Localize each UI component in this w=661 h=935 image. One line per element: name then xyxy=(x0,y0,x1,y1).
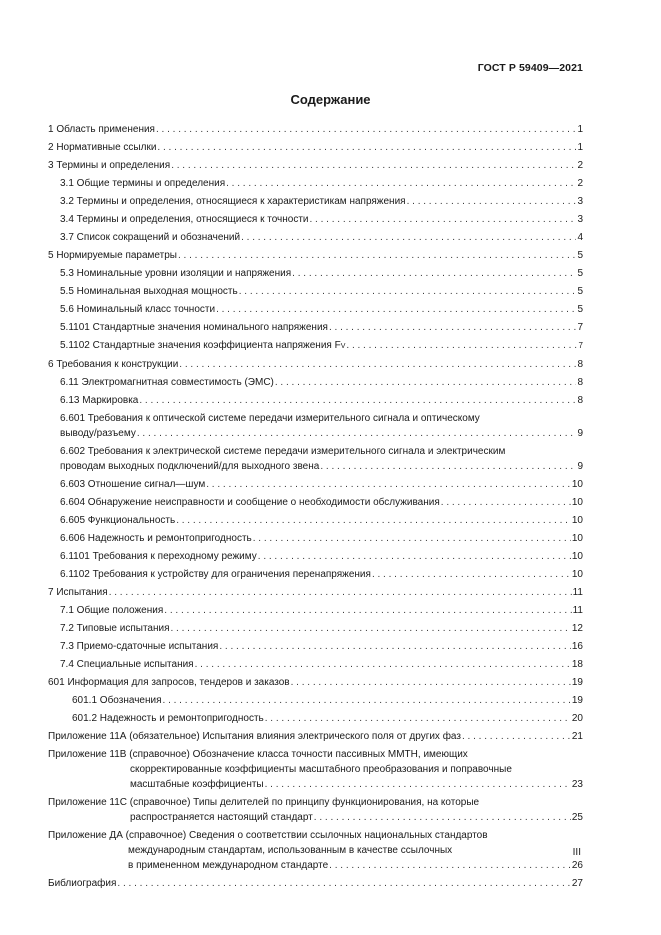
toc-page-number: 11 xyxy=(572,587,583,598)
toc-entry-text: 6.13 Маркировка xyxy=(60,395,139,406)
toc-page-number: 10 xyxy=(571,533,583,544)
toc-entry[interactable] xyxy=(48,621,583,636)
toc-entry-text: 5 Нормируемые параметры xyxy=(48,250,177,261)
toc-entry-text: 3.2 Термины и определения, относящиеся к характеристикам напряжения xyxy=(60,196,406,207)
toc-entry[interactable] xyxy=(48,876,583,891)
toc-dot-leader xyxy=(314,810,571,825)
toc-page-number: 1 xyxy=(577,142,583,153)
toc-entry-text: 5.6 Номинальный класс точности xyxy=(60,304,216,315)
toc-dot-leader xyxy=(178,248,576,263)
toc-dot-leader xyxy=(320,459,576,474)
toc-entry-text: 7.4 Специальные испытания xyxy=(60,659,194,670)
toc-dot-leader xyxy=(441,495,571,510)
toc-entry[interactable] xyxy=(48,585,583,600)
toc-entry-text: 1 Область применения xyxy=(48,124,155,135)
toc-entry-text: 5.5 Номинальная выходная мощность xyxy=(60,286,238,297)
toc-entry-text: Приложение ДА (справочное) Сведения о соответствии ссылочных национальных стандартов xyxy=(48,830,488,841)
toc-entry-text: 5.3 Номинальные уровни изоляции и напряжения xyxy=(60,268,292,279)
page-title: Содержание xyxy=(290,92,371,107)
toc-dot-leader xyxy=(292,266,576,281)
toc-entry[interactable] xyxy=(48,513,583,528)
toc-page-number: 9 xyxy=(577,428,583,439)
toc-page-number: 7 xyxy=(578,341,583,350)
toc-dot-leader xyxy=(109,585,572,600)
toc-entry[interactable] xyxy=(48,158,583,173)
toc-entry[interactable] xyxy=(48,266,583,281)
toc-dot-leader xyxy=(346,338,577,353)
toc-dot-leader xyxy=(329,320,576,335)
toc-entry-subscript: V xyxy=(340,343,346,350)
toc-entry-text: Приложение 11С (справочное) Типы делителей по принципу функционирования, на которые xyxy=(48,797,480,808)
toc-page-number: 16 xyxy=(571,641,583,652)
toc-page-number: 9 xyxy=(577,461,583,472)
table-of-contents xyxy=(48,122,583,894)
toc-entry-text: 6.605 Функциональность xyxy=(60,515,176,526)
toc-entry-text: распространяется настоящий стандарт xyxy=(130,812,313,823)
toc-dot-leader xyxy=(253,531,571,546)
toc-page-number: 10 xyxy=(571,515,583,526)
toc-page-number: 19 xyxy=(571,695,583,706)
toc-dot-leader xyxy=(195,657,571,672)
toc-entry-text: 2 Нормативные ссылки xyxy=(48,142,157,153)
toc-entry-text: 6.601 Требования к оптической системе передачи измерительного сигнала и оптическому xyxy=(60,413,480,424)
toc-entry-text: 3.7 Список сокращений и обозначений xyxy=(60,232,241,243)
toc-entry-text: 5.1101 Стандартные значения номинального напряжения xyxy=(60,322,328,333)
toc-dot-leader xyxy=(117,876,570,891)
toc-entry[interactable] xyxy=(48,549,583,564)
toc-dot-leader xyxy=(219,639,571,654)
toc-dot-leader xyxy=(139,393,576,408)
toc-entry-text: 6.606 Надежность и ремонтопригодность xyxy=(60,533,252,544)
toc-entry[interactable] xyxy=(48,212,583,227)
toc-dot-leader xyxy=(407,194,577,209)
toc-entry[interactable] xyxy=(48,495,583,510)
toc-entry[interactable] xyxy=(48,357,583,372)
toc-entry-text: 6.604 Обнаружение неисправности и сообщение о необходимости обслуживания xyxy=(60,497,440,508)
toc-entry[interactable] xyxy=(48,603,583,618)
toc-dot-leader xyxy=(310,212,577,227)
toc-entry[interactable] xyxy=(48,747,583,792)
toc-entry[interactable] xyxy=(48,444,583,474)
toc-dot-leader xyxy=(171,158,576,173)
toc-dot-leader xyxy=(164,603,571,618)
toc-entry[interactable] xyxy=(48,375,583,390)
toc-page-number: 10 xyxy=(571,497,583,508)
toc-page-number: 3 xyxy=(577,196,583,207)
toc-page-number: 21 xyxy=(571,731,583,742)
toc-entry-text: 3.4 Термины и определения, относящиеся к точности xyxy=(60,214,309,225)
toc-page-number: 18 xyxy=(571,659,583,670)
toc-page-number: 4 xyxy=(577,232,583,243)
toc-entry[interactable] xyxy=(48,675,583,690)
toc-entry-text: 601.2 Надежность и ремонтопригодность xyxy=(72,713,264,724)
toc-entry[interactable] xyxy=(48,122,583,137)
toc-entry-text: 3.1 Общие термины и определения xyxy=(60,178,226,189)
toc-dot-leader xyxy=(241,230,576,245)
toc-page-number: 12 xyxy=(571,623,583,634)
toc-page-number: 2 xyxy=(577,178,583,189)
toc-page-number: 3 xyxy=(577,214,583,225)
toc-page-number: 5 xyxy=(577,286,583,297)
toc-page-number: 25 xyxy=(571,812,583,823)
toc-entry-text: выводу/разъему xyxy=(60,428,136,439)
toc-dot-leader xyxy=(171,621,571,636)
toc-dot-leader xyxy=(176,513,571,528)
toc-entry-text: 6.11 Электромагнитная совместимость (ЭМС) xyxy=(60,377,274,388)
toc-page-number: 23 xyxy=(571,779,583,790)
toc-entry-text: 3 Термины и определения xyxy=(48,160,171,171)
toc-page-number: 11 xyxy=(572,605,583,616)
toc-dot-leader xyxy=(239,284,577,299)
toc-dot-leader xyxy=(372,567,571,582)
toc-entry-text: скорректированные коэффициенты масштабного преобразования и поправочные xyxy=(130,764,512,775)
toc-page-number: 10 xyxy=(571,551,583,562)
toc-entry[interactable] xyxy=(48,639,583,654)
toc-dot-leader xyxy=(163,693,571,708)
toc-entry-text: Библиография xyxy=(48,878,117,889)
toc-entry[interactable] xyxy=(48,567,583,582)
toc-dot-leader xyxy=(258,549,571,564)
toc-dot-leader xyxy=(206,477,571,492)
toc-entry-text: 5.1102 Стандартные значения коэффициента напряжения F xyxy=(60,340,341,351)
toc-entry[interactable] xyxy=(48,393,583,408)
toc-entry[interactable] xyxy=(48,693,583,708)
toc-dot-leader xyxy=(137,426,577,441)
toc-entry[interactable] xyxy=(48,140,583,155)
toc-entry[interactable] xyxy=(48,477,583,492)
toc-dot-leader xyxy=(265,777,571,792)
toc-page-number: 19 xyxy=(571,677,583,688)
toc-page-number: 7 xyxy=(577,322,583,333)
toc-entry[interactable] xyxy=(48,284,583,299)
toc-entry[interactable] xyxy=(48,657,583,672)
toc-dot-leader xyxy=(157,140,576,155)
toc-dot-leader xyxy=(265,711,571,726)
toc-entry[interactable] xyxy=(48,795,583,825)
toc-entry-text: 6 Требования к конструкции xyxy=(48,359,179,370)
toc-entry-text: 7.1 Общие положения xyxy=(60,605,164,616)
toc-dot-leader xyxy=(216,302,576,317)
toc-page-number: 8 xyxy=(577,377,583,388)
toc-entry[interactable] xyxy=(48,411,583,441)
toc-page-number: 5 xyxy=(577,304,583,315)
toc-dot-leader xyxy=(275,375,577,390)
toc-entry[interactable] xyxy=(48,320,583,335)
toc-entry[interactable] xyxy=(48,194,583,209)
toc-entry-text: 6.602 Требования к электрической системе передачи измерительного сигнала и электрическим xyxy=(60,446,506,457)
toc-page-number: 27 xyxy=(571,878,583,889)
toc-dot-leader xyxy=(329,858,571,873)
toc-page-number: 8 xyxy=(577,395,583,406)
toc-entry[interactable] xyxy=(48,828,583,873)
toc-entry-text: 7.3 Приемо-сдаточные испытания xyxy=(60,641,219,652)
toc-entry-text: 7.2 Типовые испытания xyxy=(60,623,170,634)
toc-page-number: 2 xyxy=(577,160,583,171)
toc-page-number: 1 xyxy=(577,124,583,135)
page-number: III xyxy=(572,847,581,858)
toc-page-number: 5 xyxy=(577,268,583,279)
toc-entry-text: 601 Информация для запросов, тендеров и заказов xyxy=(48,677,290,688)
toc-entry-text: 601.1 Обозначения xyxy=(72,695,162,706)
toc-dot-leader xyxy=(156,122,576,137)
toc-entry[interactable] xyxy=(48,248,583,263)
toc-page-number: 5 xyxy=(577,250,583,261)
toc-entry[interactable] xyxy=(48,711,583,726)
toc-page-number: 10 xyxy=(571,569,583,580)
toc-entry[interactable] xyxy=(48,729,583,744)
toc-entry-text: 6.1101 Требования к переходному режиму xyxy=(60,551,257,562)
toc-dot-leader xyxy=(291,675,571,690)
toc-entry-text: 6.1102 Требования к устройству для ограничения перенапряжения xyxy=(60,569,371,580)
toc-entry-text: международным стандартам, использованным в качестве ссылочных xyxy=(128,845,453,856)
toc-entry-text: Приложение 11В (справочное) Обозначение класса точности пассивных ММТН, имеющих xyxy=(48,749,468,760)
toc-entry[interactable] xyxy=(48,338,583,354)
toc-entry[interactable] xyxy=(48,302,583,317)
toc-page-number: 10 xyxy=(571,479,583,490)
toc-entry-text: Приложение 11А (обязательное) Испытания влияния электрического поля от других фаз xyxy=(48,731,461,742)
toc-entry-text: в примененном международном стандарте xyxy=(128,860,329,871)
toc-page-number: 20 xyxy=(571,713,583,724)
toc-page-number: 26 xyxy=(571,860,583,871)
toc-entry-text: проводам выходных подключений/для выходного звена xyxy=(60,461,320,472)
toc-entry[interactable] xyxy=(48,230,583,245)
document-code: ГОСТ Р 59409—2021 xyxy=(477,62,583,74)
toc-entry-text: 7 Испытания xyxy=(48,587,108,598)
toc-entry-text: масштабные коэффициенты xyxy=(130,779,264,790)
toc-page-number: 8 xyxy=(577,359,583,370)
toc-entry-text: 6.603 Отношение сигнал—шум xyxy=(60,479,206,490)
toc-dot-leader xyxy=(462,729,571,744)
toc-dot-leader xyxy=(226,176,576,191)
toc-entry[interactable] xyxy=(48,176,583,191)
toc-entry[interactable] xyxy=(48,531,583,546)
toc-dot-leader xyxy=(179,357,576,372)
